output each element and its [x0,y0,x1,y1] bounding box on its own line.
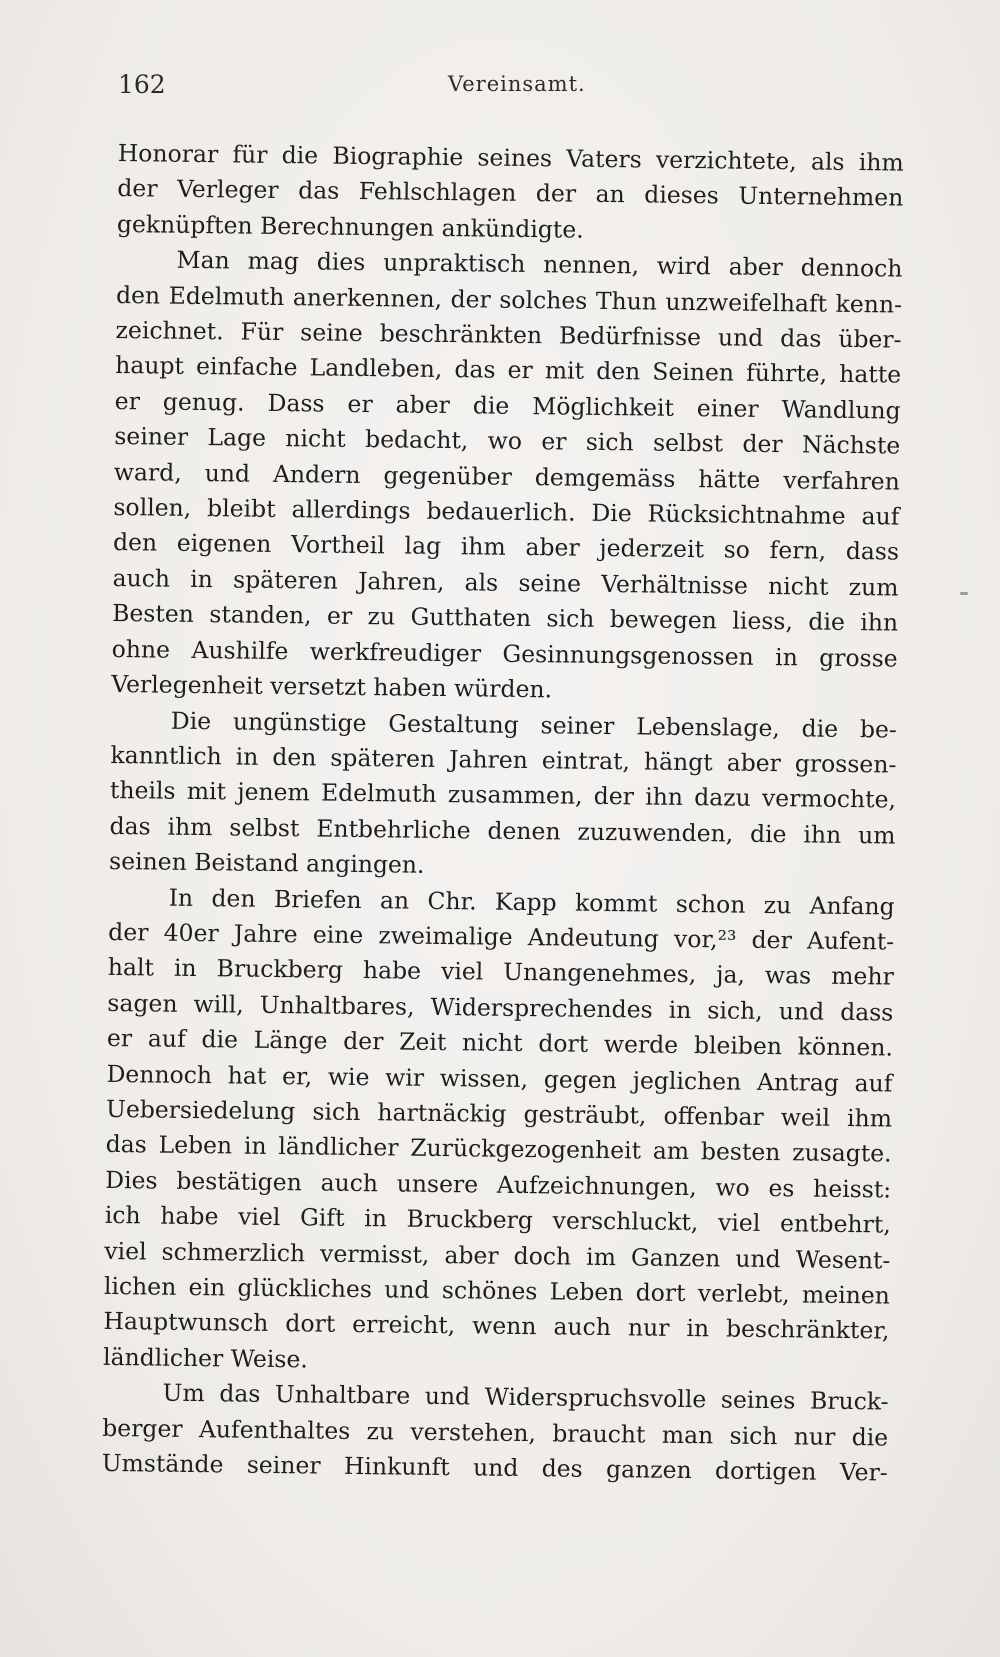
text-line: Die ungünstige Gestaltung seiner Lebenslage, die be- [170,706,897,744]
paragraph [111,242,903,712]
text-line: ich habe viel Gift in Bruckberg verschluckt, viel entbehrt, [104,1201,891,1239]
body-text [102,136,904,1491]
text-line: Besten standen, er zu Gutthaten sich bewegen liess, die ihn [111,599,899,637]
text-line: ohne Aushilfe werkfreudiger Gesinnungsgenossen in grosse [111,634,898,673]
text-line: ward, und Andern gegenüber demgemäss hätte verfahren [113,457,901,496]
text-line: den eigenen Vortheil lag ihm aber jederzeit so fern, dass [112,528,900,567]
text-line: lichen ein glückliches und schönes Leben dort verlebt, meinen [103,1271,891,1310]
text-line: Hauptwunsch dort erreicht, wenn auch nur in beschränkter, [103,1307,890,1345]
text-line: Dies bestätigen auch unsere Aufzeichnungen, wo es heisst: [105,1165,892,1204]
text-line: seinen Beistand angingen. [108,847,425,879]
running-head-title: Vereinsamt. [448,72,586,96]
text-line: Honorar für die Biographie seines Vaters verzichtete, als ihm [117,138,904,177]
text-line: auch in späteren Jahren, als seine Verhältnisse nicht zum [112,563,899,602]
text-line-with-footnote-ref: der 40er Jahre eine zweimalige Andeutung vor,²³ der Aufent- [108,917,895,956]
text-line: seiner Lage nicht bedacht, wo er sich selbst der Nächste [114,422,901,460]
text-line: ländlicher Weise. [102,1342,308,1374]
text-line: das Leben in ländlicher Zurückgezogenheit am besten zusagte. [105,1130,892,1168]
running-head [118,70,898,106]
text-line: er auf die Länge der Zeit nicht dort werde bleiben können. [106,1024,894,1062]
paragraph [117,136,904,252]
text-line: Umstände seiner Hinkunft und des ganzen dortigen Ver- [101,1448,888,1487]
text-line: der Verleger das Fehlschlagen der an dieses Unternehmen [117,174,904,213]
text-line: geknüpften Berechnungen ankündigte. [116,209,584,244]
paragraph [109,702,897,889]
text-line: kanntlich in den späteren Jahren eintrat, hängt aber grossen- [110,740,897,779]
text-line: sagen will, Unhaltbares, Widersprechendes in sich, und dass [107,988,894,1027]
text-line: berger Aufenthaltes zu verstehen, braucht man sich nur die [102,1413,889,1452]
text-line: das ihm selbst Entbehrliche denen zuzuwenden, die ihn um [109,811,896,850]
text-line: haupt einfache Landleben, das er mit den Seinen führte, hatte [115,351,902,390]
text-line: In den Briefen an Chr. Kapp kommt schon zu Anfang [168,883,895,921]
text-line: sollen, bleibt allerdings bedauerlich. Die Rücksichtnahme auf [113,493,900,531]
text-line: er genug. Dass er aber die Möglichkeit einer Wandlung [114,386,901,425]
text-line: halt in Bruckberg habe viel Unangenehmes, ja, was mehr [107,953,894,991]
margin-mark [960,592,968,595]
text-line: Uebersiedelung sich hartnäckig gesträubt, offenbar weil ihm [105,1094,893,1133]
text-line: Man mag dies unpraktisch nennen, wird aber dennoch [176,245,903,283]
text-line: viel schmerzlich vermisst, aber doch im Ganzen und Wesent- [104,1236,891,1275]
paragraph [102,1375,889,1491]
text-line: Dennoch hat er, wie wir wissen, gegen jeglichen Antrag auf [106,1059,893,1098]
page-number: 162 [118,70,166,99]
text-line: theils mit jenem Edelmuth zusammen, der ihn dazu vermochte, [109,776,897,814]
text-line: zeichnet. Für seine beschränkten Bedürfnisse und das über- [115,316,902,354]
text-line: den Edelmuth anerkennen, der solches Thun unzweifelhaft kenn- [115,280,903,319]
text-line: Verlegenheit versetzt haben würden. [111,670,553,704]
text-line: Um das Unhaltbare und Widerspruchsvolle seines Bruck- [162,1378,889,1416]
paragraph [103,879,895,1384]
